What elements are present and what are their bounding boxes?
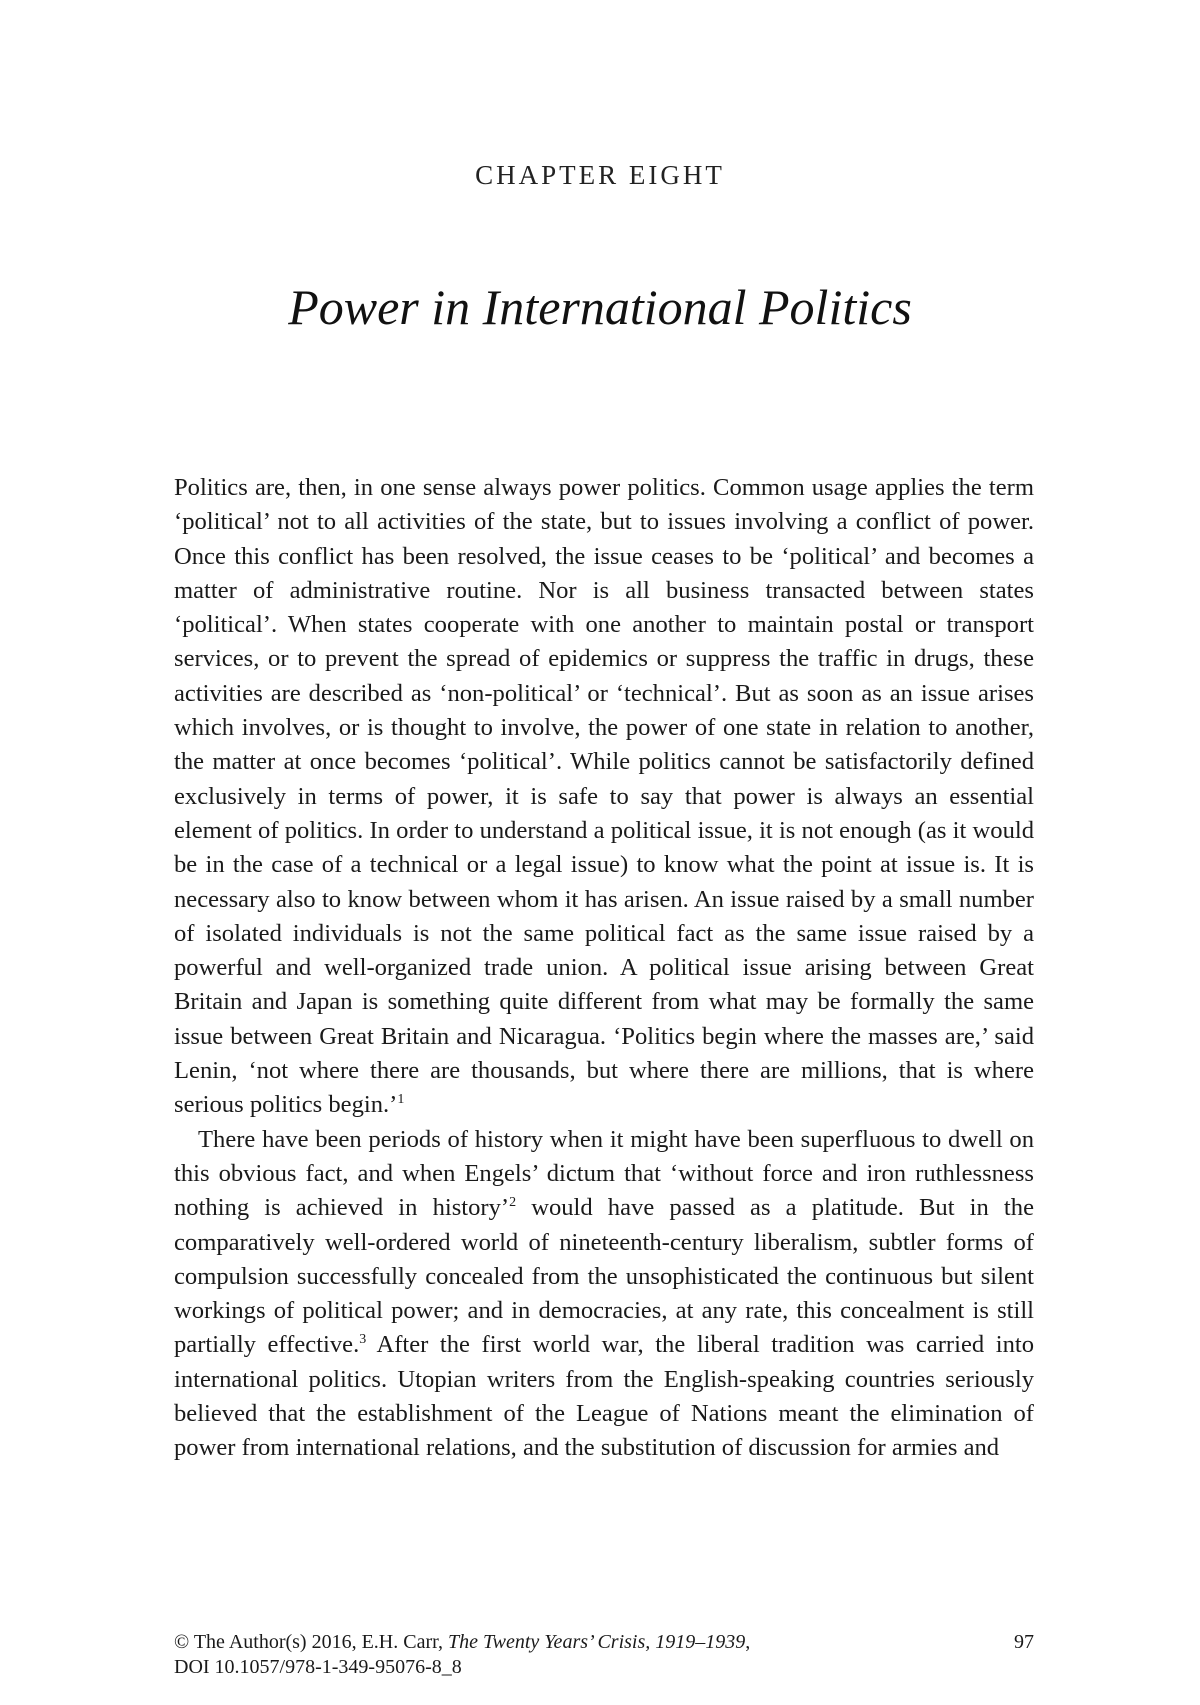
doi-link[interactable]: DOI 10.1057/978-1-349-95076-8_8 bbox=[174, 1656, 462, 1678]
page-number: 97 bbox=[1014, 1631, 1034, 1653]
chapter-label: CHAPTER EIGHT bbox=[475, 160, 725, 190]
paragraph-2-text-a: There have been periods of history when it might have been superfluous to dwell on this obvious fact, and when Engels’ dictum that ‘without force and iron ruthlessness nothing is achieved in history’ bbox=[174, 1125, 1034, 1222]
paragraph-1 bbox=[174, 471, 1034, 1123]
paragraph-1-text: Politics are, then, in one sense always power politics. Common usage applies the term ‘political’ not to all activities of the state, but to issues involving a conflict of power. Once this conflict has been resolved, the issue ceases to be ‘political’ and becomes a matter of administrative routine. Nor is all business transacted between states ‘political’. When states cooperate with one another to maintain postal or transport services, or to prevent the spread of epidemics or suppress the traffic in drugs, these activities are described as ‘non-political’ or ‘technical’. But as soon as an issue arises which involves, or is thought to involve, the power of one state in relation to another, the matter at once becomes ‘political’. While politics cannot be satisfactorily defined exclusively in terms of power, it is safe to say that power is always an essential element of politics. In order to understand a political issue, it is not enough (as it would be in the case of a technical or a legal issue) to know what the point at issue is. It is necessary also to know between whom it has arisen. An issue raised by a small number of isolated individuals is not the same political fact as the same issue raised by a powerful and well-organized trade union. A political issue arising between Great Britain and Japan is something quite different from what may be formally the same issue between Great Britain and Nicaragua. ‘Politics begin where the masses are,’ said Lenin, ‘not where there are thousands, but where there are millions, that is where serious politics begin.’ bbox=[174, 474, 1034, 1119]
book-title: The Twenty Years’ Crisis, 1919–1939 bbox=[447, 1631, 746, 1653]
citation-line bbox=[174, 1630, 750, 1655]
paragraph-2-text-b: would have passed as a platitude. But in the comparatively well-ordered world of nineteenth-century liberalism, subtler forms of compulsion successfully concealed from the unsophisticated the continuous but silent workings of political power; and in democracies, at any rate, this concealment is still partially effective. bbox=[174, 1194, 1034, 1359]
chapter-title: Power in International Politics bbox=[288, 279, 912, 335]
paragraph-2 bbox=[174, 1123, 1034, 1466]
body-text bbox=[174, 471, 1034, 1466]
paragraph-2-text-c: After the first world war, the liberal tradition was carried into international politics. Utopian writers from the English-speaking countries seriously believed that the establishment of the League of Nations meant the elimination of power from international relations, and the substitution of discussion for armies and bbox=[174, 1331, 1034, 1462]
footnote-ref-1[interactable]: 1 bbox=[397, 1092, 405, 1108]
copyright-text: © The Author(s) 2016, E.H. Carr, bbox=[174, 1631, 448, 1653]
footnote-ref-2[interactable]: 2 bbox=[509, 1195, 517, 1211]
citation-comma: , bbox=[745, 1631, 751, 1653]
footnote-ref-3[interactable]: 3 bbox=[359, 1332, 367, 1348]
page-footer bbox=[174, 1630, 1034, 1680]
